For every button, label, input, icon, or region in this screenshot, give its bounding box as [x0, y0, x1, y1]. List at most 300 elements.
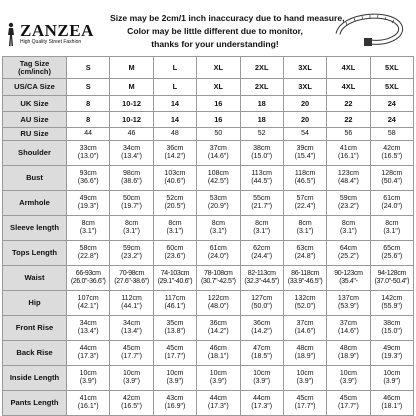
- inch-value: (3.9"): [123, 378, 140, 385]
- measurement-cell: [240, 166, 283, 191]
- cm-value: 117cm: [164, 295, 186, 302]
- inch-value: (3.9"): [253, 378, 271, 385]
- cm-value: 37cm: [339, 320, 357, 327]
- au-size-cell: 22: [327, 112, 370, 128]
- measurement-label: Bust: [3, 166, 67, 191]
- measurement-cell: [370, 391, 413, 416]
- inch-value: (13.8"): [164, 328, 186, 335]
- measurement-cell: [153, 391, 196, 416]
- measurement-cell: [283, 141, 326, 166]
- measurement-label: Waist: [3, 266, 67, 291]
- measurement-cell: [197, 391, 240, 416]
- measurement-cell: [67, 216, 110, 241]
- measurement-cell: [327, 241, 370, 266]
- inch-value: (15.0"): [251, 153, 273, 160]
- measurement-cell: [153, 166, 196, 191]
- measurement-cell: [240, 141, 283, 166]
- cm-value: 90-123cm: [334, 270, 363, 277]
- cm-value: 10cm: [166, 370, 184, 377]
- cm-value: 142cm: [381, 295, 403, 302]
- measurement-cell: [110, 241, 153, 266]
- measurement-cell: [153, 141, 196, 166]
- inch-value: (14.6"): [207, 153, 229, 160]
- measurement-cell: [67, 241, 110, 266]
- us-size-cell: XL: [197, 79, 240, 96]
- ru-size-row: [3, 128, 414, 141]
- inch-value: (16.1"): [77, 403, 99, 410]
- cm-value: 46cm: [383, 395, 401, 402]
- tag-size-cell: 4XL: [327, 57, 370, 79]
- cm-value: 10cm: [253, 370, 271, 377]
- inch-value: (3.9"): [383, 378, 401, 385]
- measurement-cell: [283, 216, 326, 241]
- measurement-cell: [327, 316, 370, 341]
- cm-value: 123cm: [337, 170, 359, 177]
- cm-value: 37cm: [296, 320, 314, 327]
- inch-value: (29.1"-40.6"): [157, 278, 193, 285]
- cm-value: 132cm: [294, 295, 316, 302]
- measurement-cell: [110, 141, 153, 166]
- cm-value: 35cm: [166, 320, 184, 327]
- inch-value: (17.3"): [77, 353, 99, 360]
- cm-value: 34cm: [123, 145, 141, 152]
- measurement-cell: [197, 291, 240, 316]
- inch-value: (46.1"): [164, 303, 186, 310]
- cm-value: 46cm: [209, 345, 227, 352]
- inch-value: (25.2"): [338, 253, 359, 260]
- inch-value: (18.9"): [338, 353, 359, 360]
- inch-value: (52.0"): [294, 303, 316, 310]
- cm-value: 60cm: [166, 245, 184, 252]
- tag-size-cell: 5XL: [370, 57, 413, 79]
- uk-size-cell: 14: [153, 96, 196, 112]
- cm-value: 8cm: [211, 220, 225, 227]
- measurement-cell: [370, 141, 413, 166]
- cm-value: 33cm: [79, 145, 97, 152]
- measurement-cell: [283, 166, 326, 191]
- measurement-cell: [197, 166, 240, 191]
- cm-value: 64cm: [339, 245, 357, 252]
- inch-value: (22.4"): [294, 203, 316, 210]
- inch-value: (24.0"): [381, 203, 403, 210]
- cm-value: 44cm: [209, 395, 227, 402]
- cm-value: 8cm: [341, 220, 356, 227]
- cm-value: 10cm: [209, 370, 227, 377]
- cm-value: 122cm: [207, 295, 229, 302]
- fashion-figure-icon: [4, 22, 18, 48]
- cm-value: 78-108cm: [204, 270, 233, 277]
- inch-value: (16.5"): [121, 403, 142, 410]
- measurement-cell: [197, 366, 240, 391]
- measurement-cell: [110, 216, 153, 241]
- inch-value: (37.0"-50.4"): [374, 278, 410, 285]
- measurement-cell: [283, 291, 326, 316]
- measurement-cell: [153, 241, 196, 266]
- measurement-cell: [327, 391, 370, 416]
- cm-value: 58cm: [79, 245, 97, 252]
- measurement-notice: [110, 12, 345, 51]
- inch-value: (23.2"): [338, 203, 359, 210]
- uk-size-row: [3, 96, 414, 112]
- cm-value: 59cm: [123, 245, 141, 252]
- inch-value: (35.4"-: [339, 278, 358, 285]
- us-size-cell: 5XL: [370, 79, 413, 96]
- inch-value: (13.0"): [77, 153, 99, 160]
- inch-value: (21.7"): [251, 203, 273, 210]
- cm-value: 82-113cm: [247, 270, 276, 277]
- measurement-cell: [240, 391, 283, 416]
- au-size-cell: 8: [67, 112, 110, 128]
- au-size-cell: 10-12: [110, 112, 153, 128]
- cm-value: 38cm: [383, 320, 401, 327]
- measurement-cell: [153, 316, 196, 341]
- measurement-cell: [327, 191, 370, 216]
- us-size-cell: 4XL: [327, 79, 370, 96]
- cm-value: 10cm: [296, 370, 314, 377]
- inch-value: (50.4"): [381, 178, 403, 185]
- measurement-cell: [110, 166, 153, 191]
- au-size-label: AU Size: [3, 112, 67, 128]
- inch-value: (27.6"-38.6"): [114, 278, 149, 285]
- cm-value: 48cm: [296, 345, 314, 352]
- measurement-cell: [153, 266, 196, 291]
- uk-size-cell: 10-12: [110, 96, 153, 112]
- inch-value: (17.7"): [164, 353, 186, 360]
- measurement-row: [3, 166, 414, 191]
- measurement-cell: [67, 341, 110, 366]
- cm-value: 112cm: [121, 295, 142, 302]
- cm-value: 66-93cm: [75, 270, 101, 277]
- inch-value: (3.9"): [209, 378, 227, 385]
- inch-value: (20.9"): [207, 203, 229, 210]
- inch-value: (3.1"): [79, 228, 97, 235]
- cm-value: 10cm: [123, 370, 141, 377]
- inch-value: (15.4"): [294, 153, 316, 160]
- measurement-cell: [67, 191, 110, 216]
- measurement-cell: [153, 291, 196, 316]
- cm-value: 10cm: [339, 370, 357, 377]
- inch-value: (38.6"): [121, 178, 142, 185]
- tag-size-cell: 3XL: [283, 57, 326, 79]
- measurement-cell: [283, 316, 326, 341]
- measurement-row: [3, 316, 414, 341]
- cm-value: 10cm: [383, 370, 401, 377]
- uk-size-cell: 22: [327, 96, 370, 112]
- measurement-row: [3, 391, 414, 416]
- ru-size-label: RU Size: [3, 128, 67, 141]
- measurement-cell: [67, 166, 110, 191]
- measurement-cell: [110, 266, 153, 291]
- inch-value: (44.1"): [121, 303, 142, 310]
- cm-value: 8cm: [81, 220, 95, 227]
- measurement-cell: [327, 141, 370, 166]
- measuring-tape-icon: [332, 4, 408, 52]
- header: [0, 0, 416, 56]
- inch-value: (3.1"): [296, 228, 314, 235]
- cm-value: 48cm: [339, 345, 357, 352]
- cm-value: 45cm: [296, 395, 314, 402]
- measurement-cell: [370, 191, 413, 216]
- inch-value: (3.1"): [166, 228, 184, 235]
- cm-value: 36cm: [253, 320, 271, 327]
- inch-value: (13.4"): [77, 328, 99, 335]
- measurement-cell: [110, 366, 153, 391]
- measurement-cell: [370, 216, 413, 241]
- measurement-label: Armhole: [3, 191, 67, 216]
- cm-value: 128cm: [381, 170, 403, 177]
- inch-value: (18.1"): [207, 353, 229, 360]
- cm-value: 62cm: [253, 245, 271, 252]
- cm-value: 55cm: [253, 195, 271, 202]
- measurement-cell: [67, 366, 110, 391]
- uk-size-cell: 24: [370, 96, 413, 112]
- cm-value: 36cm: [209, 320, 227, 327]
- cm-value: 38cm: [253, 145, 271, 152]
- measurement-cell: [67, 391, 110, 416]
- inch-value: (14.2"): [164, 153, 186, 160]
- inch-value: (24.0"): [207, 253, 229, 260]
- measurement-cell: [370, 241, 413, 266]
- cm-value: 63cm: [296, 245, 314, 252]
- measurement-cell: [240, 291, 283, 316]
- measurement-cell: [240, 341, 283, 366]
- measurement-row: [3, 341, 414, 366]
- inch-value: (3.9"): [166, 378, 184, 385]
- measurement-row: [3, 241, 414, 266]
- inch-value: (22.8"): [77, 253, 99, 260]
- measurement-cell: [153, 366, 196, 391]
- ru-size-cell: 56: [327, 128, 370, 141]
- inch-value: (44.5"): [251, 178, 273, 185]
- notice-line: Size may be 2cm/1 inch inaccuracy due to hand measure,: [110, 13, 345, 23]
- au-size-cell: 14: [153, 112, 196, 128]
- inch-value: (19.3"): [77, 203, 99, 210]
- measurement-cell: [197, 216, 240, 241]
- inch-value: (18.1"): [381, 403, 403, 410]
- inch-value: (16.9"): [164, 403, 186, 410]
- measurement-cell: [153, 341, 196, 366]
- measurement-cell: [110, 191, 153, 216]
- measurement-cell: [110, 391, 153, 416]
- measurement-cell: [283, 391, 326, 416]
- measurement-row: [3, 266, 414, 291]
- inch-value: (3.1"): [123, 228, 140, 235]
- measurement-label: Back Rise: [3, 341, 67, 366]
- cm-value: 8cm: [385, 220, 399, 227]
- measurement-cell: [240, 316, 283, 341]
- inch-value: (14.2"): [251, 328, 273, 335]
- inch-value: (33.9"-46.5"): [287, 278, 323, 285]
- measurement-cell: [283, 266, 326, 291]
- inch-value: (18.9"): [294, 353, 316, 360]
- inch-value: (40.6"): [164, 178, 186, 185]
- ru-size-cell: 58: [370, 128, 413, 141]
- uk-size-cell: 16: [197, 96, 240, 112]
- measurement-row: [3, 366, 414, 391]
- cm-value: 44cm: [253, 395, 271, 402]
- size-chart-table: [2, 56, 414, 416]
- cm-value: 45cm: [339, 395, 357, 402]
- ru-size-cell: 48: [153, 128, 196, 141]
- measurement-label: Hip: [3, 291, 67, 316]
- measurement-cell: [327, 266, 370, 291]
- measurement-cell: [197, 266, 240, 291]
- measurement-cell: [197, 191, 240, 216]
- cm-value: 137cm: [337, 295, 359, 302]
- inch-value: (14.6"): [338, 328, 359, 335]
- uk-size-label: UK Size: [3, 96, 67, 112]
- us-size-row: [3, 79, 414, 96]
- uk-size-cell: 18: [240, 96, 283, 112]
- us-size-cell: 2XL: [240, 79, 283, 96]
- inch-value: (17.3"): [207, 403, 229, 410]
- au-size-cell: 24: [370, 112, 413, 128]
- measurement-cell: [240, 191, 283, 216]
- cm-value: 118cm: [294, 170, 316, 177]
- cm-value: 49cm: [383, 345, 401, 352]
- brand-tagline: High Quality Street Fashion: [20, 39, 82, 45]
- inch-value: (14.2"): [207, 328, 229, 335]
- cm-value: 103cm: [164, 170, 186, 177]
- inch-value: (15.0"): [381, 328, 403, 335]
- measurement-cell: [370, 166, 413, 191]
- cm-value: 37cm: [209, 145, 227, 152]
- inch-value: (24.4"): [251, 253, 273, 260]
- measurement-cell: [197, 241, 240, 266]
- measurement-cell: [327, 216, 370, 241]
- measurement-label: Sleeve length: [3, 216, 67, 241]
- measurement-cell: [197, 141, 240, 166]
- cm-value: 8cm: [255, 220, 269, 227]
- inch-value: (17.3"): [251, 403, 273, 410]
- measurement-row: [3, 216, 414, 241]
- measurement-cell: [67, 316, 110, 341]
- measurement-cell: [327, 166, 370, 191]
- measurement-cell: [283, 341, 326, 366]
- cm-value: 8cm: [124, 220, 139, 227]
- inch-value: (17.7"): [294, 403, 316, 410]
- ru-size-cell: 52: [240, 128, 283, 141]
- tag-size-label: Tag Size (cm/inch): [3, 57, 67, 79]
- inch-value: (14.6"): [294, 328, 316, 335]
- measurement-cell: [327, 341, 370, 366]
- inch-value: (16.1"): [338, 153, 359, 160]
- cm-value: 8cm: [168, 220, 182, 227]
- cm-value: 52cm: [166, 195, 184, 202]
- cm-value: 70-98cm: [119, 270, 144, 277]
- cm-value: 43cm: [166, 395, 184, 402]
- cm-value: 44cm: [79, 345, 97, 352]
- tag-size-cell: S: [67, 57, 110, 79]
- tag-size-row: [3, 57, 414, 79]
- cm-value: 57cm: [296, 195, 314, 202]
- inch-value: (36.6"): [77, 178, 99, 185]
- cm-value: 108cm: [207, 170, 229, 177]
- measurement-cell: [153, 191, 196, 216]
- ru-size-cell: 44: [67, 128, 110, 141]
- measurement-cell: [283, 191, 326, 216]
- tag-size-cell: XL: [197, 57, 240, 79]
- ru-size-cell: 46: [110, 128, 153, 141]
- measurement-cell: [240, 241, 283, 266]
- cm-value: 34cm: [123, 320, 141, 327]
- measurement-cell: [283, 366, 326, 391]
- measurement-row: [3, 141, 414, 166]
- inch-value: (30.7"-42.5"): [200, 278, 236, 285]
- uk-size-cell: 8: [67, 96, 110, 112]
- notice-line: thanks for your understanding!: [151, 39, 279, 49]
- measurement-cell: [370, 316, 413, 341]
- measurement-label: Pants Length: [3, 391, 67, 416]
- cm-value: 98cm: [123, 170, 141, 177]
- cm-value: 61cm: [209, 245, 227, 252]
- measurement-cell: [240, 266, 283, 291]
- inch-value: (3.9"): [296, 378, 314, 385]
- cm-value: 45cm: [123, 345, 141, 352]
- cm-value: 41cm: [79, 395, 97, 402]
- measurement-cell: [67, 266, 110, 291]
- brand-logo: [4, 22, 114, 52]
- inch-value: (55.9"): [381, 303, 403, 310]
- us-size-cell: M: [110, 79, 153, 96]
- measurement-label: Inside Length: [3, 366, 67, 391]
- inch-value: (3.1"): [209, 228, 227, 235]
- ru-size-cell: 50: [197, 128, 240, 141]
- ru-size-cell: 54: [283, 128, 326, 141]
- cm-value: 39cm: [296, 145, 314, 152]
- measurement-cell: [370, 291, 413, 316]
- inch-value: (48.4"): [338, 178, 359, 185]
- inch-value: (3.9"): [339, 378, 357, 385]
- cm-value: 59cm: [339, 195, 357, 202]
- measurement-cell: [240, 216, 283, 241]
- inch-value: (19.7"): [121, 203, 142, 210]
- inch-value: (3.9"): [79, 378, 97, 385]
- cm-value: 86-118cm: [291, 270, 319, 277]
- inch-value: (50.0"): [251, 303, 273, 310]
- measurement-cell: [370, 366, 413, 391]
- inch-value: (23.2"): [121, 253, 142, 260]
- cm-value: 74-103cm: [160, 270, 190, 277]
- au-size-cell: 18: [240, 112, 283, 128]
- measurement-cell: [67, 291, 110, 316]
- inch-value: (25.6"): [381, 253, 403, 260]
- measurement-cell: [110, 316, 153, 341]
- cm-value: 53cm: [209, 195, 227, 202]
- cm-value: 107cm: [77, 295, 99, 302]
- measurement-label: Shoulder: [3, 141, 67, 166]
- inch-value: (13.4"): [121, 153, 142, 160]
- inch-value: (20.5"): [164, 203, 186, 210]
- measurement-cell: [370, 266, 413, 291]
- inch-value: (16.5"): [381, 153, 403, 160]
- us-size-cell: L: [153, 79, 196, 96]
- measurement-label: Front Rise: [3, 316, 67, 341]
- inch-value: (32.3"-44.5"): [244, 278, 280, 285]
- measurement-cell: [370, 341, 413, 366]
- inch-value: (3.1"): [383, 228, 401, 235]
- cm-value: 34cm: [79, 320, 97, 327]
- inch-value: (19.3"): [381, 353, 403, 360]
- measurement-cell: [67, 141, 110, 166]
- measurement-cell: [153, 216, 196, 241]
- cm-value: 94-128cm: [377, 270, 406, 277]
- inch-value: (42.5"): [207, 178, 229, 185]
- cm-value: 50cm: [123, 195, 141, 202]
- cm-value: 93cm: [79, 170, 97, 177]
- us-size-cell: 3XL: [283, 79, 326, 96]
- cm-value: 127cm: [251, 295, 273, 302]
